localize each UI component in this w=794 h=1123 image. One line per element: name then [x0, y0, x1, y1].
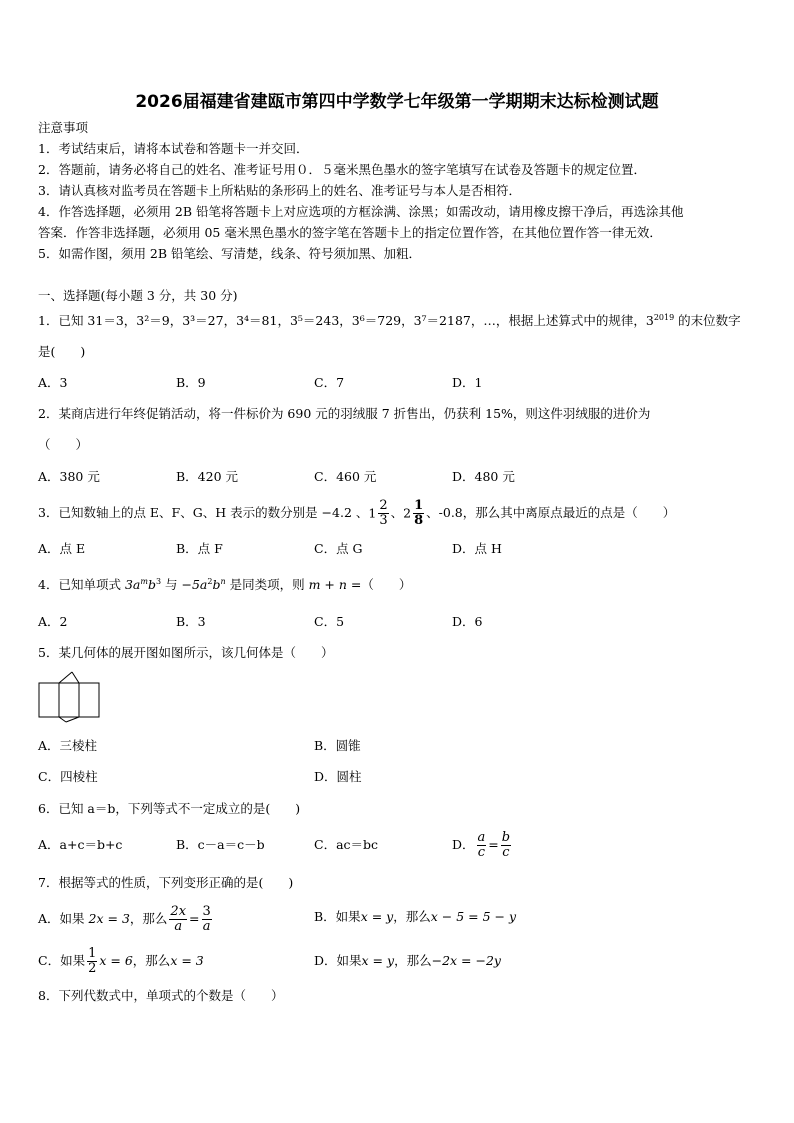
q4-option-b: B．3 — [176, 614, 206, 629]
q1-text-b: 的末位数字 — [674, 313, 741, 328]
q1-text-a: 1．已知 3 — [38, 313, 96, 328]
q4-mid: 与 — [161, 577, 182, 592]
question-2: 2．某商店进行年终促销活动，将一件标价为 690 元的羽绒服 7 折售出，仍获利 15%，则这件羽绒服的进价为 — [38, 406, 651, 421]
q3-option-b: B．点 F — [176, 541, 223, 556]
q2-option-a: A．380 元 — [38, 469, 100, 484]
notice-4: 4．作答选择题，必须用 2B 铅笔将答题卡上对应选项的方框涂满、涂黑；如需改动，请用橡皮擦干净后，再选涂其他 — [38, 204, 684, 219]
q3-fraction-2: 2 $\frac{1}{8}$ — [403, 498, 424, 529]
q3-option-c: C．点 G — [314, 541, 363, 556]
q1-powers: 1＝3，3²＝9，3³＝27，3⁴＝81，3⁵＝243，3⁶＝729，3⁷＝2187，…，根据上述算式中的规律，3 — [95, 313, 654, 328]
q5-option-c: C．四棱柱 — [38, 769, 98, 784]
q3-option-a: A．点 E — [38, 541, 86, 556]
q6-option-d: D． $\frac{a}{c}$ = $\frac{b}{c}$ — [452, 830, 511, 860]
question-2-line2: （ ） — [38, 437, 89, 452]
question-4 — [38, 577, 411, 593]
q4-expr2: $-5a^2b^n$ — [181, 576, 226, 592]
notice-3: 3．请认真核对监考员在答题卡上所粘贴的条形码上的姓名、准考证号与本人是否相符． — [38, 183, 521, 198]
notice-2: 2．答题前，请务必将自己的姓名、准考证号用０．５毫米黑色墨水的签字笔填写在试卷及答题卡的规定位置． — [38, 162, 646, 177]
q4-option-d: D．6 — [452, 614, 483, 629]
question-1-line2: 是( ) — [38, 344, 86, 359]
question-7: 7．根据等式的性质，下列变形正确的是( ) — [38, 875, 294, 890]
q6-option-c: C．ac＝bc — [314, 837, 379, 852]
q1-option-b: B．9 — [176, 375, 206, 390]
q5-option-a: A．三棱柱 — [38, 738, 98, 753]
q4-pre: 4．已知单项式 — [38, 577, 125, 592]
notice-4-cont: 答案．作答非选择题，必须用 05 毫米黑色墨水的签字笔在答题卡上的指定位置作答，在其他位置作答一律无效． — [38, 225, 662, 240]
notice-1: 1．考试结束后，请将本试卷和答题卡一并交回． — [38, 141, 309, 156]
q3-separator: 、 — [390, 505, 404, 520]
q2-option-b: B．420 元 — [176, 469, 239, 484]
section-heading: 一、选择题(每小题 3 分，共 30 分) — [38, 288, 238, 303]
notice-heading: 注意事项 — [38, 120, 89, 135]
q3-post: 、-0.8，那么其中离原点最近的点是（ ） — [426, 505, 676, 520]
q1-option-a: A．3 — [38, 375, 68, 390]
q1-option-d: D．1 — [452, 375, 483, 390]
q7-option-a: A．如果 2x = 3，那么 $\frac{2x}{a}$ = $\frac{3}{a}$ — [38, 904, 211, 934]
question-5: 5．某几何体的展开图如图所示，该几何体是（ ） — [38, 645, 334, 660]
q4-expr3: m + n = — [308, 577, 362, 592]
q4-expr1: $3a^mb^3$ — [124, 576, 162, 592]
q3-pre: 3．已知数轴上的点 E、F、G、H 表示的数分别是 −4.2 、 — [38, 505, 369, 520]
q2-option-c: C．460 元 — [314, 469, 377, 484]
q6-option-a: A．a+c＝b+c — [38, 837, 123, 852]
q3-option-d: D．点 H — [452, 541, 502, 556]
q7-option-d: D．如果x = y，那么−2x = −2y — [314, 953, 501, 968]
q2-option-d: D．480 元 — [452, 469, 515, 484]
question-3 — [38, 497, 675, 530]
q4-post1: 是同类项，则 — [225, 577, 309, 592]
q4-post2: （ ） — [361, 577, 412, 592]
question-6: 6．已知 a＝b，下列等式不一定成立的是( ) — [38, 801, 301, 816]
q4-option-a: A．2 — [38, 614, 68, 629]
q5-option-b: B．圆锥 — [314, 738, 361, 753]
notice-5: 5．如需作图，须用 2B 铅笔绘、写清楚，线条、符号须加黑、加粗． — [38, 246, 422, 261]
question-8: 8．下列代数式中，单项式的个数是（ ） — [38, 988, 284, 1003]
q4-option-c: C．5 — [314, 614, 345, 629]
question-1 — [38, 313, 741, 329]
page-title: 2026届福建省建瓯市第四中学数学七年级第一学期期末达标检测试题 — [135, 92, 659, 112]
q7-option-b: B．如果x = y，那么x − 5 = 5 − y — [314, 909, 517, 924]
q1-exponent: 2019 — [653, 312, 675, 322]
q5-option-d: D．圆柱 — [314, 769, 362, 784]
q1-option-c: C．7 — [314, 375, 345, 390]
net-diagram — [38, 671, 102, 723]
q7-option-c: C．如果 $\frac{1}{2}$ x = 6，那么x = 3 — [38, 946, 204, 976]
q6-option-b: B．c－a＝c－b — [176, 837, 265, 852]
q3-fraction-1: 1 $\frac{2}{3}$ — [368, 498, 388, 529]
